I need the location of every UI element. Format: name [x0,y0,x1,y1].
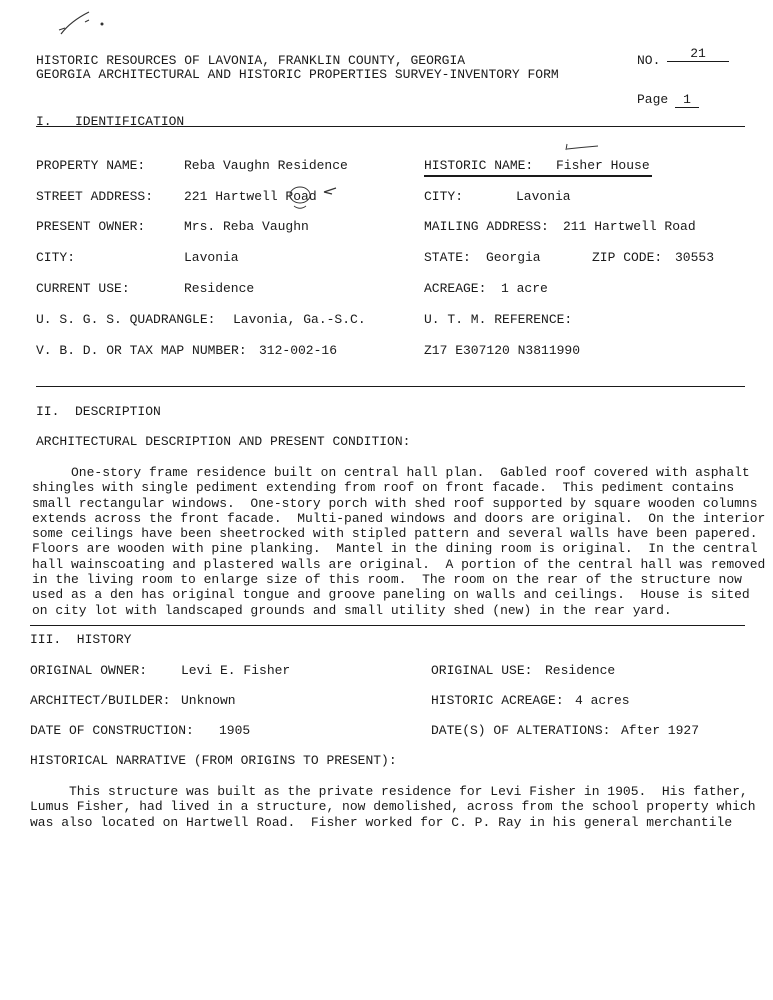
description-line: used as a den has original tongue and groove paneling on walls and ceilings. House is sited [32,587,750,603]
original-use-label: ORIGINAL USE: [431,663,533,678]
city-right-label: CITY: [424,189,464,204]
tax-map-value: 312-002-16 [259,343,338,358]
page-number: 1 [675,92,699,108]
description-line: extends across the front facade. Multi-paned windows and doors are original. On the interior [32,510,766,526]
form-number-value: 21 [667,46,729,62]
quadrangle-label: U. S. G. S. QUADRANGLE: [36,312,216,327]
acreage-label: ACREAGE: [424,281,487,296]
historic-name-label: HISTORIC NAME: [424,158,534,173]
state-value: Georgia [486,250,541,265]
description-line: One-story frame residence built on central hall plan. Gabled roof covered with asphalt [32,465,750,480]
description-line: Floors are wooden with pine planking. Mantel in the dining room is original. In the central [32,541,758,557]
property-name-label: PROPERTY NAME: [36,158,146,173]
date-of-construction-value: 1905 [219,723,251,738]
description-line: hall wainscoating and plastered walls are original. A portion of the central hall was removed [32,556,766,572]
street-address-label: STREET ADDRESS: [36,189,154,204]
section-divider [36,386,745,387]
narrative-line: Lumus Fisher, had lived in a structure, now demolished, across from the school property which [30,799,756,815]
narrative-line: This structure was built as the private residence for Levi Fisher in 1905. His father, [30,784,748,799]
description-line: small rectangular windows. One-story porch with shed roof supported by square wooden columns [32,495,758,511]
page-label: Page [637,92,669,107]
form-title-line-2: GEORGIA ARCHITECTURAL AND HISTORIC PROPERTIES SURVEY-INVENTORY FORM [36,67,559,82]
form-title-line-1: HISTORIC RESOURCES OF LAVONIA, FRANKLIN COUNTY, GEORGIA [36,53,466,68]
utm-reference-label: U. T. M. REFERENCE: [424,312,573,327]
section-history-heading: III. HISTORY [30,632,132,647]
current-use-label: CURRENT USE: [36,281,130,296]
historic-acreage-value: 4 acres [575,693,630,708]
city-label: CITY: [36,250,76,265]
original-owner-value: Levi E. Fisher [181,663,291,678]
mailing-address-value: 211 Hartwell Road [563,219,696,234]
street-address-value: 221 Hartwell Road [184,189,317,204]
narrative-line: was also located on Hartwell Road. Fisher worked for C. P. Ray in his general merchantile [30,814,733,830]
form-number-label: NO. [637,53,661,68]
description-line: in the living room to enlarge size of this room. The room on the rear of the structure now [32,572,742,588]
state-label: STATE: [424,250,471,265]
architectural-description-heading: ARCHITECTURAL DESCRIPTION AND PRESENT CONDITION: [36,434,411,449]
handwritten-correction-mark [280,184,344,210]
zip-code-value: 30553 [675,250,715,265]
acreage-value: 1 acre [501,281,548,296]
description-line: on city lot with landscaped grounds and small utility shed (new) in the rear yard. [32,602,672,618]
original-owner-label: ORIGINAL OWNER: [30,663,148,678]
utm-reference-value: Z17 E307120 N3811990 [424,343,581,358]
historic-name-value: Fisher House [556,158,650,173]
present-owner-value: Mrs. Reba Vaughn [184,219,309,234]
mailing-address-label: MAILING ADDRESS: [424,219,549,234]
original-use-value: Residence [545,663,616,678]
city-value: Lavonia [184,250,239,265]
handwritten-check-mark [564,140,604,154]
architect-builder-label: ARCHITECT/BUILDER: [30,693,171,708]
historic-name-underline [424,175,652,177]
section-divider [36,126,745,127]
date-of-construction-label: DATE OF CONSTRUCTION: [30,723,194,738]
city-right-value: Lavonia [516,189,571,204]
handwritten-scribble [55,8,115,38]
section-identification-heading: I. IDENTIFICATION [36,114,185,129]
current-use-value: Residence [184,281,255,296]
section-description-heading: II. DESCRIPTION [36,404,161,419]
property-name-value: Reba Vaughn Residence [184,158,348,173]
description-line: shingles with single pediment extending from roof on front facade. This pediment contains [32,480,735,496]
description-line: some ceilings have been sheetrocked with stipled pattern and several walls have been papered. [32,526,758,542]
architect-builder-value: Unknown [181,693,236,708]
zip-code-label: ZIP CODE: [592,250,663,265]
tax-map-label: V. B. D. OR TAX MAP NUMBER: [36,343,247,358]
quadrangle-value: Lavonia, Ga.-S.C. [233,312,366,327]
historical-narrative-heading: HISTORICAL NARRATIVE (FROM ORIGINS TO PRESENT): [30,753,397,768]
architectural-description-text [32,465,766,618]
date-of-alterations-value: After 1927 [621,723,700,738]
historical-narrative-text [30,784,756,830]
present-owner-label: PRESENT OWNER: [36,219,146,234]
section-divider [30,625,745,626]
historic-acreage-label: HISTORIC ACREAGE: [431,693,564,708]
date-of-alterations-label: DATE(S) OF ALTERATIONS: [431,723,611,738]
